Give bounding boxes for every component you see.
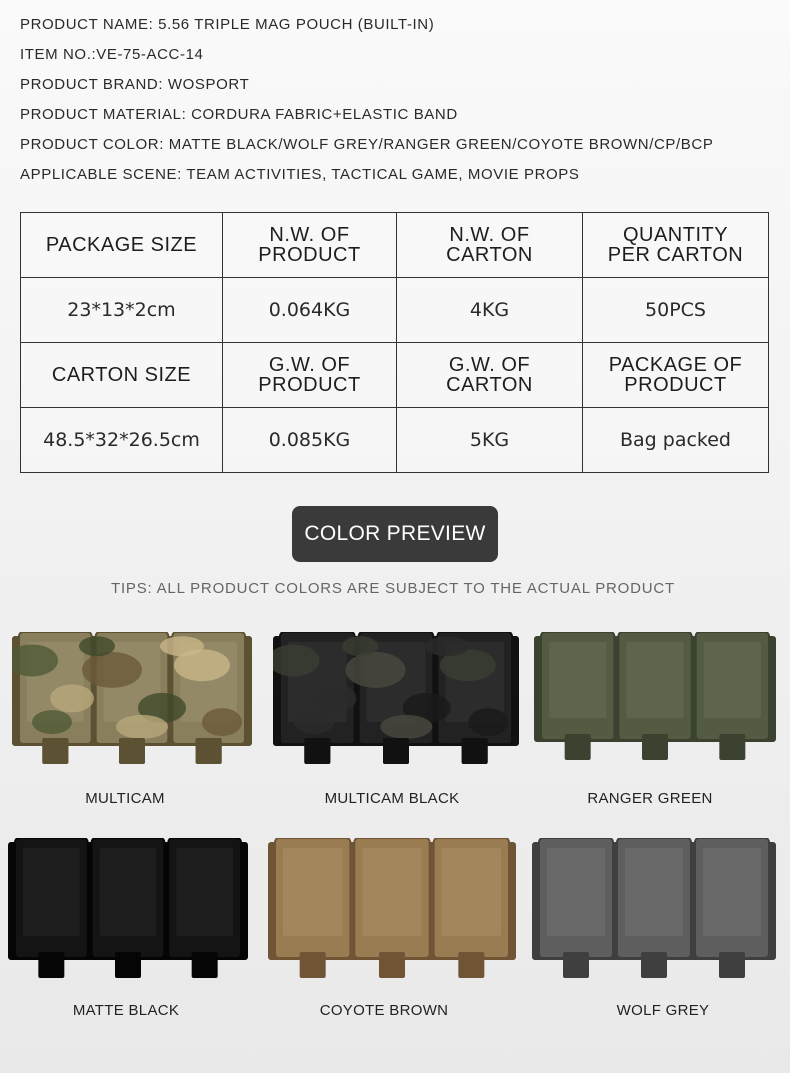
value-nw-product: 0.064KG [223,278,397,343]
header-package-size: PACKAGE SIZE [21,213,223,278]
variant-label-ranger-green: RANGER GREEN [587,790,713,807]
product-name: PRODUCT NAME: 5.56 TRIPLE MAG POUCH (BUILT-IN) [20,16,435,33]
header-nw-carton: N.W. OF CARTON [397,213,583,278]
pouch-image-multicam-black [273,632,519,768]
value-gw-carton: 5KG [397,408,583,473]
variant-label-multicam: MULTICAM [85,790,165,807]
pouch-image-multicam [12,632,252,768]
variant-label-multicam-black: MULTICAM BLACK [324,790,460,807]
product-info [20,10,713,190]
spec-value-row-1 [21,278,769,343]
product-material: PRODUCT MATERIAL: CORDURA FABRIC+ELASTIC BAND [20,106,458,123]
value-quantity-per-carton: 50PCS [583,278,769,343]
pouch-image-wolf-grey [532,838,776,982]
variant-label-wolf-grey: WOLF GREY [616,1002,710,1019]
pouch-image-matte-black [8,838,248,982]
pouch-image-coyote-brown [268,838,516,982]
value-package-size: 23*13*2cm [21,278,223,343]
header-package-of-product: PACKAGE OF PRODUCT [583,343,769,408]
header-quantity-per-carton: QUANTITY PER CARTON [583,213,769,278]
spec-table [20,212,769,473]
pouch-image-ranger-green [534,632,776,764]
header-gw-carton: G.W. OF CARTON [397,343,583,408]
variant-label-coyote-brown: COYOTE BROWN [319,1002,449,1019]
header-carton-size: CARTON SIZE [21,343,223,408]
spec-header-row-1 [21,213,769,278]
spec-header-row-2 [21,343,769,408]
applicable-scene: APPLICABLE SCENE: TEAM ACTIVITIES, TACTICAL GAME, MOVIE PROPS [20,166,580,183]
tips-text: TIPS: ALL PRODUCT COLORS ARE SUBJECT TO THE ACTUAL PRODUCT [110,580,676,597]
item-number: ITEM NO.:VE-75-ACC-14 [20,46,204,63]
color-preview-button[interactable]: COLOR PREVIEW [292,506,498,562]
product-color: PRODUCT COLOR: MATTE BLACK/WOLF GREY/RANGER GREEN/COYOTE BROWN/CP/BCP [20,136,714,153]
header-nw-product: N.W. OF PRODUCT [223,213,397,278]
value-nw-carton: 4KG [397,278,583,343]
value-package-of-product: Bag packed [583,408,769,473]
header-gw-product: G.W. OF PRODUCT [223,343,397,408]
value-carton-size: 48.5*32*26.5cm [21,408,223,473]
spec-value-row-2 [21,408,769,473]
variant-label-matte-black: MATTE BLACK [72,1002,180,1019]
product-brand: PRODUCT BRAND: WOSPORT [20,76,250,93]
value-gw-product: 0.085KG [223,408,397,473]
